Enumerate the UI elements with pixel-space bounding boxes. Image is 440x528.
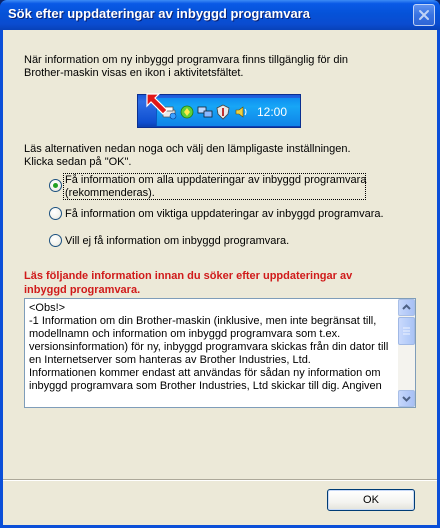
notice-line: versionsinformation) för ny, inbyggd programvara skickas från din dator till — [29, 341, 389, 353]
scroll-up-button[interactable] — [398, 299, 415, 316]
option-no-updates-radio[interactable] — [49, 234, 62, 247]
clock: 12:00 — [257, 105, 288, 119]
option-important-updates-label[interactable]: Få information om viktiga uppdateringar av inbyggd programvara. — [65, 208, 384, 220]
option-no-updates-label[interactable]: Vill ej få information om inbyggd programvara. — [65, 235, 290, 247]
notice-line: Informationen kommer endast att användas för sådan ny information om — [29, 367, 381, 379]
notice-line: <Obs!> — [29, 302, 66, 314]
printer-status-icon — [179, 104, 195, 120]
notice-line: -1 Information om din Brother-maskin (inklusive, men inte begränsat till, — [29, 315, 377, 327]
window-title: Sök efter uppdateringar av inbyggd programvara — [8, 6, 310, 21]
instructions-line-2: Klicka sedan på "OK". — [24, 156, 132, 168]
intro-line-2: Brother-maskin visas en ikon i aktivitetsfältet. — [24, 67, 244, 79]
scroll-down-button[interactable] — [398, 390, 415, 407]
option-all-updates-line-1[interactable]: Få information om alla uppdateringar av inbyggd programvara — [65, 174, 367, 186]
system-tray — [156, 98, 300, 126]
ok-button[interactable]: OK — [327, 489, 415, 511]
option-all-updates-radio[interactable] — [49, 179, 62, 192]
security-icon — [215, 104, 231, 120]
notice-text — [29, 302, 397, 393]
volume-icon — [233, 104, 249, 120]
warning-line-2: inbyggd programvara. — [24, 284, 141, 296]
option-all-updates-line-2[interactable]: (rekommenderas). — [65, 187, 155, 199]
close-icon — [418, 9, 430, 21]
arrow-pointer-icon — [145, 92, 171, 118]
notice-line: en Internetserver som hanteras av Brother Industries, Ltd. — [29, 354, 311, 366]
scroll-thumb[interactable] — [398, 317, 415, 345]
notice-textbox[interactable] — [24, 298, 416, 408]
grip-icon — [399, 318, 414, 344]
warning-line-1: Läs följande information innan du söker efter uppdateringar av — [24, 270, 353, 282]
option-important-updates-radio[interactable] — [49, 207, 62, 220]
intro-line-1: När information om ny inbyggd programvara finns tillgänglig för din — [24, 54, 349, 66]
chevron-down-icon — [399, 391, 414, 406]
chevron-up-icon — [399, 300, 414, 315]
notice-line: modellnamn och information om inbyggd programvara som t.ex. — [29, 328, 341, 340]
instructions-line-1: Läs alternativen nedan noga och välj den lämpligaste inställningen. — [24, 143, 351, 155]
title-bar[interactable] — [0, 0, 440, 30]
notice-line: inbyggd programvara som Brother Industries, Ltd skickar till dig. Angiven — [29, 380, 382, 392]
notice-scrollbar[interactable] — [398, 299, 415, 407]
network-icon — [197, 104, 213, 120]
dialog-body — [3, 30, 437, 525]
close-button[interactable] — [413, 4, 435, 26]
